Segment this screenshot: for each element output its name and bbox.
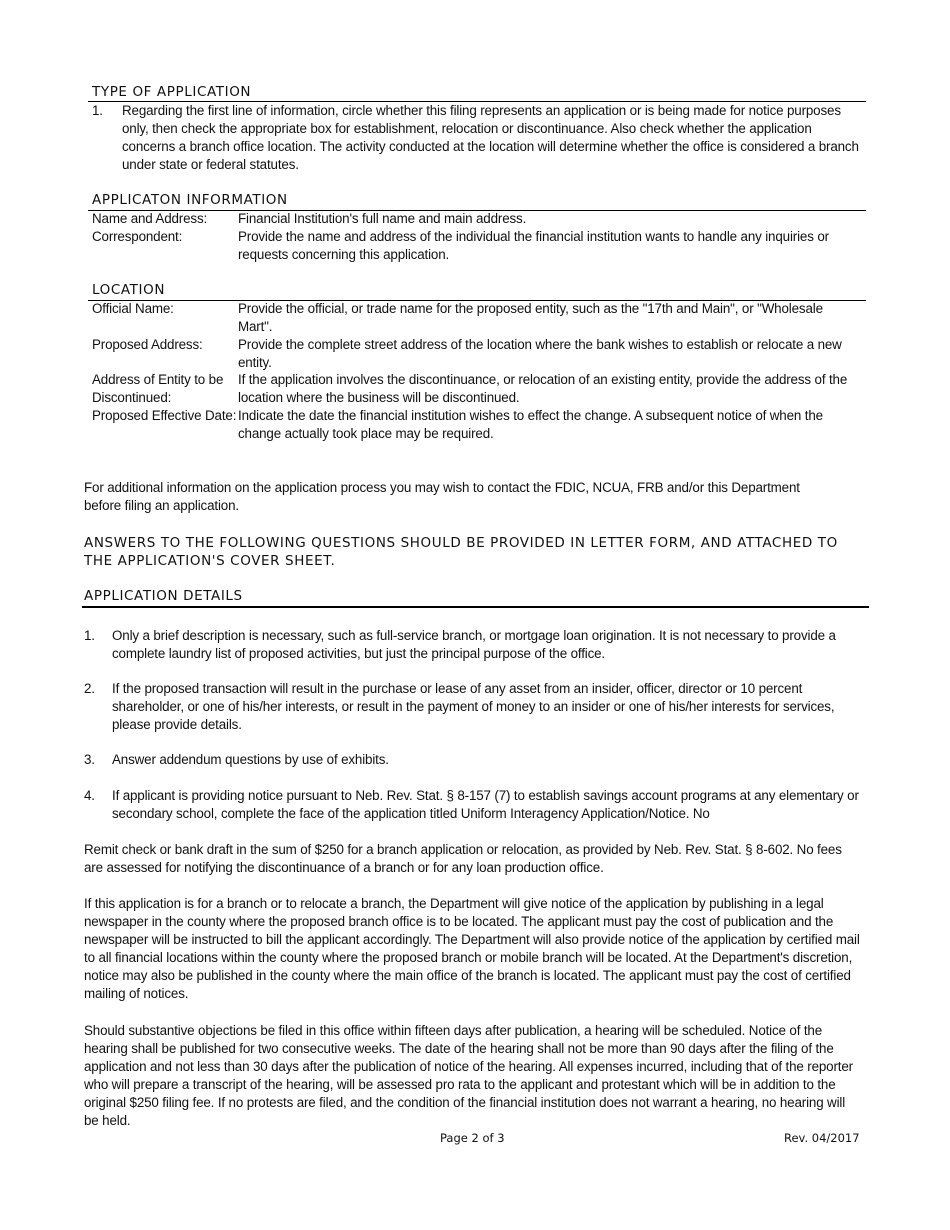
list-item-number: 3.: [84, 752, 95, 767]
field-label: Address of Entity to be Discontinued:: [92, 372, 224, 405]
type-of-application-heading: TYPE OF APPLICATION: [92, 84, 252, 100]
list-item: If applicant is providing notice pursuant to Neb. Rev. Stat. § 8-157 (7) to establish savings account programs at any elementary or secondary school, complete the face of the application titled Uniform Interagency Application/Notice. No: [112, 788, 859, 821]
list-item-number: 1.: [92, 103, 103, 118]
list-item: Only a brief description is necessary, such as full-service branch, or mortgage loan origination. It is not necessary to provide a complete laundry list of proposed activities, but just the principal purpose of the office.: [112, 628, 836, 661]
additional-info-paragraph: For additional information on the application process you may wish to contact the FDIC, NCUA, FRB and/or this Department before filing an application.: [84, 480, 800, 513]
page-number: Page 2 of 3: [440, 1131, 505, 1145]
list-item-number: 2.: [84, 681, 95, 696]
field-label: Proposed Effective Date:: [92, 408, 237, 423]
list-item-number: 4.: [84, 788, 95, 803]
field-label: Correspondent:: [92, 229, 183, 244]
field-description: If the application involves the discontinuance, or relocation of an existing entity, provide the address of the location where the business will be discontinued.: [238, 372, 848, 405]
field-label: Name and Address:: [92, 211, 208, 226]
field-label: Proposed Address:: [92, 337, 203, 352]
field-description: Indicate the date the financial institution wishes to effect the change. A subsequent notice of when the change actually took place may be required.: [238, 408, 823, 441]
application-details-heading: APPLICATION DETAILS: [84, 588, 243, 604]
location-heading: LOCATION: [92, 282, 166, 298]
field-description: Provide the official, or trade name for the proposed entity, such as the "17th and Main", or "Wholesale Mart".: [238, 301, 823, 334]
section-divider: [82, 606, 869, 608]
fee-paragraph: Remit check or bank draft in the sum of $250 for a branch application or relocation, as provided by Neb. Rev. Stat. § 8-602. No fees are assessed for notifying the discontinuance of a branch or for any loan production office.: [84, 842, 842, 875]
field-label: Official Name:: [92, 301, 174, 316]
type-of-application-text: Regarding the first line of information, circle whether this filing represents an application or is being made for notice purposes only, then check the appropriate box for establishment, relocation or discontinuance. Also check whether the application concerns a branch office location. The activity conducted at the location will determine whether the office is considered a branch under state or federal statutes.: [122, 103, 859, 172]
revision-date: Rev. 04/2017: [784, 1131, 860, 1145]
field-description: Provide the name and address of the individual the financial institution wants to handle any inquiries or requests concerning this application.: [238, 229, 829, 262]
answers-notice: ANSWERS TO THE FOLLOWING QUESTIONS SHOULD BE PROVIDED IN LETTER FORM, AND ATTACHED TO THE APPLICATION'S COVER SHEET.: [84, 535, 838, 569]
application-information-heading: APPLICATON INFORMATION: [92, 192, 288, 208]
list-item: Answer addendum questions by use of exhibits.: [112, 752, 389, 767]
notice-paragraph: If this application is for a branch or to relocate a branch, the Department will give notice of the application by publishing in a legal newspaper in the county where the proposed branch office is to be located. The applicant must pay the cost of publication and the newspaper will be instructed to bill the applicant accordingly. The Department will also provide notice of the application by certified mail to all financial locations within the county where the proposed branch or mobile branch will be located. At the Department's discretion, notice may also be published in the county where the main office of the branch is located. The applicant must pay the cost of certified mailing of notices.: [84, 896, 860, 1001]
field-description: Financial Institution's full name and main address.: [238, 211, 527, 226]
field-description: Provide the complete street address of the location where the bank wishes to establish or relocate a new entity.: [238, 337, 842, 370]
list-item: If the proposed transaction will result in the purchase or lease of any asset from an insider, officer, director or 10 percent shareholder, or one of his/her interests, or result in the payment of money to an insider or one of his/her interests for services, please provide details.: [112, 681, 835, 732]
list-item-number: 1.: [84, 628, 95, 643]
hearing-paragraph: Should substantive objections be filed in this office within fifteen days after publication, a hearing will be scheduled. Notice of the hearing shall be published for two consecutive weeks. The date of the hearing shall not be more than 90 days after the filing of the application and not less than 30 days after the publication of notice of the hearing. All expenses incurred, including that of the reporter who will prepare a transcript of the hearing, will be assessed pro rata to the applicant and protestant which will be in addition to the original $250 filing fee. If no protests are filed, and the condition of the financial institution does not warrant a hearing, no hearing will be held.: [84, 1023, 853, 1128]
